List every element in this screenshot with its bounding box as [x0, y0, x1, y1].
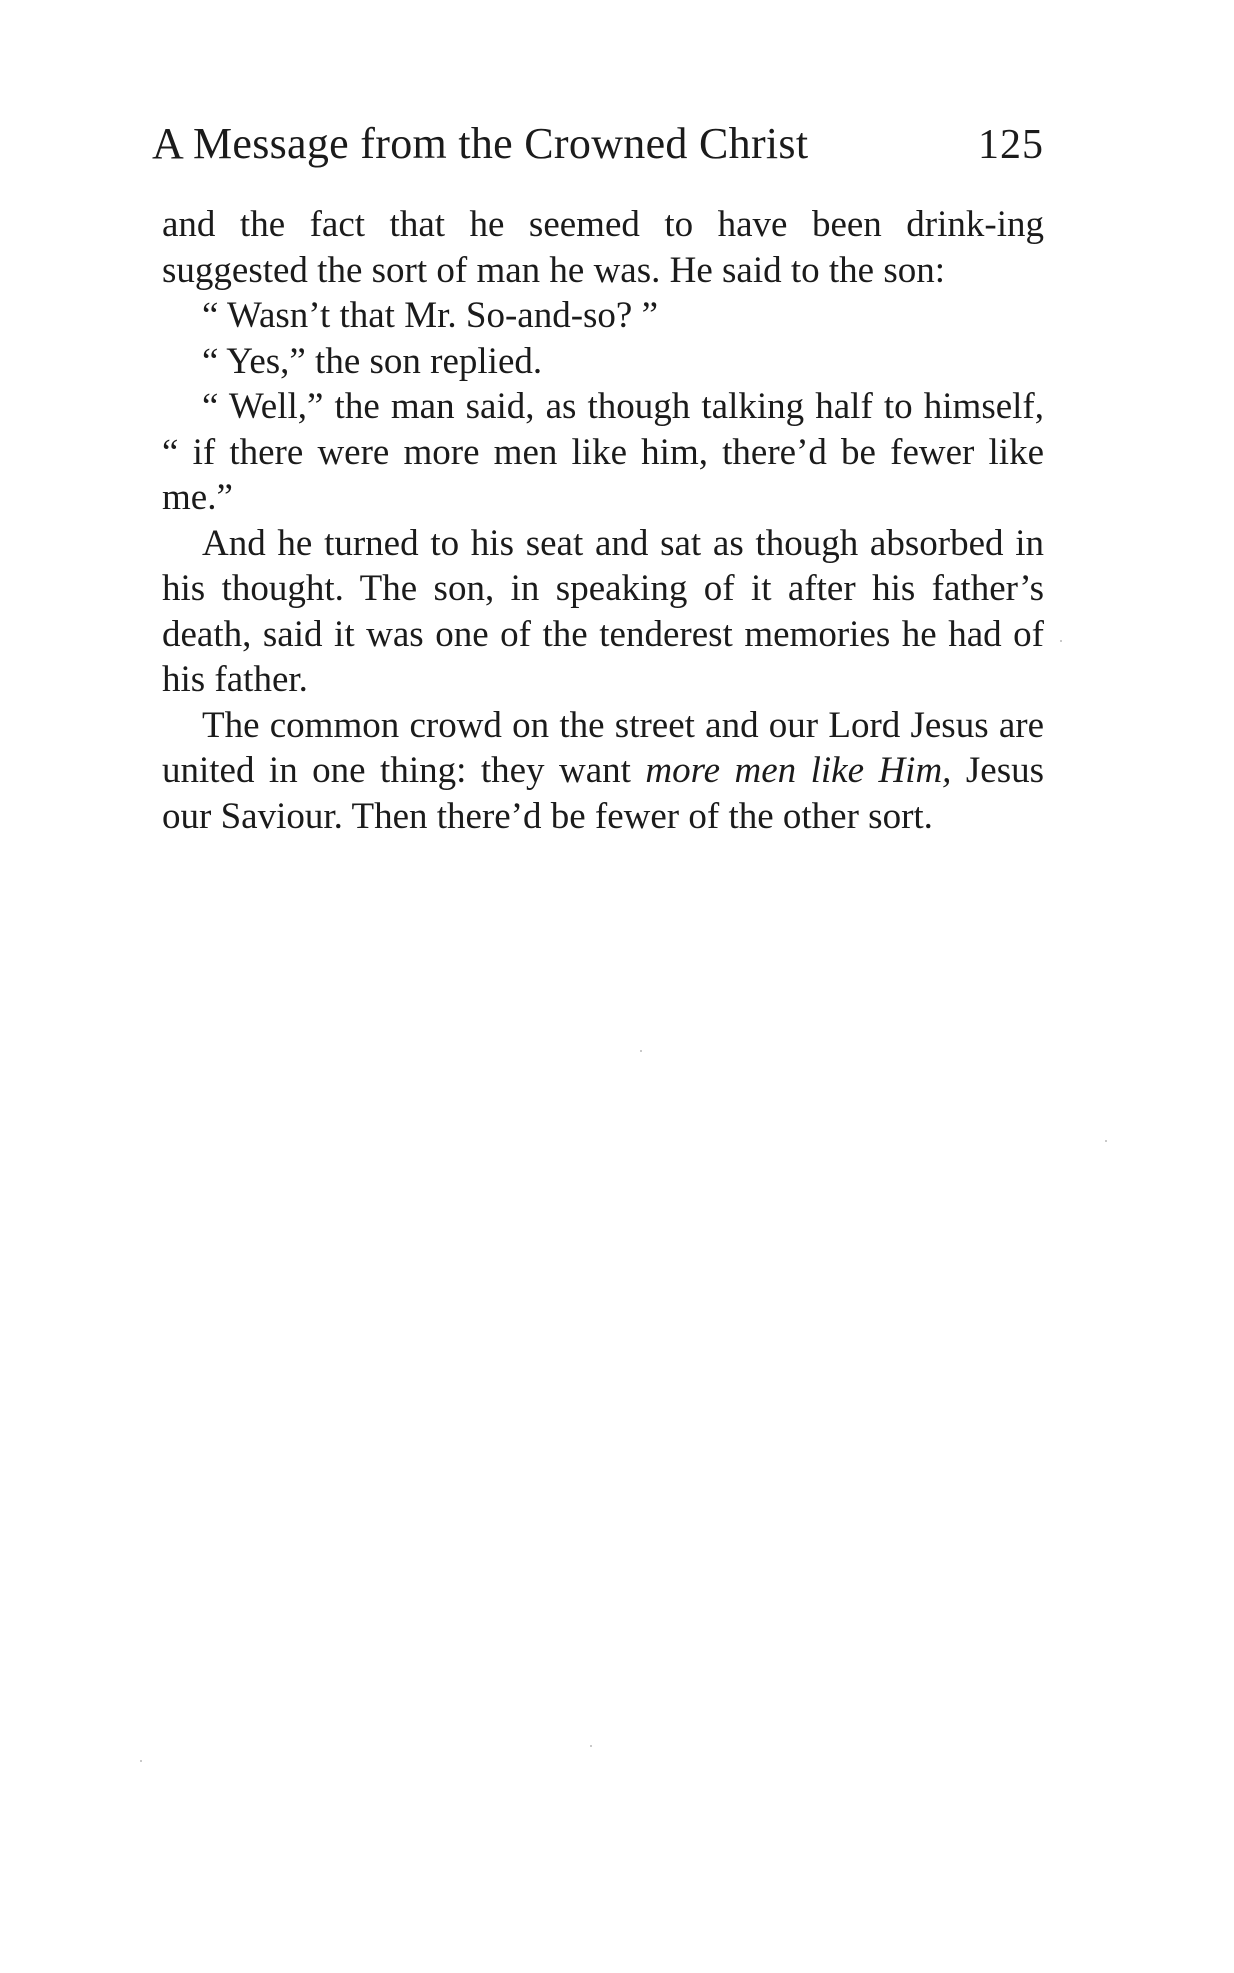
italic-phrase: more men like Him,	[645, 750, 952, 791]
paper-speck	[140, 1760, 142, 1762]
paper-speck	[590, 1745, 592, 1747]
closing-text-before: The common crowd on the street and our Lord Jesus are united in one thing: they want	[162, 704, 1044, 791]
paper-speck	[1105, 1140, 1107, 1142]
dialogue-line: “ Yes,” the son replied.	[202, 340, 543, 382]
body-text	[162, 202, 1044, 839]
paragraph: And he turned to his seat and sat as though absorbed in his thought. The son, in speaking of it after his father’s death, said it was one of the tenderest memories he had of his father.	[162, 522, 1044, 700]
closing-paragraph	[162, 703, 1044, 840]
paper-speck	[1060, 640, 1062, 642]
paragraph-continuation: and the fact that he seemed to have been drink-ing suggested the sort of man he was. He said to the son:	[162, 204, 1044, 291]
closing-text-after: Jesus our Saviour. Then there’d be fewer of the other sort.	[162, 750, 1044, 837]
paper-speck	[640, 1050, 642, 1052]
chapter-title: A Message from the Crowned Christ	[152, 119, 809, 168]
dialogue-paragraph: “ Well,” the man said, as though talking half to himself, “ if there were more men like him, there’d be fewer like me.”	[162, 386, 1044, 518]
running-head	[152, 118, 1044, 178]
dialogue-line: “ Wasn’t that Mr. So-and-so? ”	[202, 295, 659, 336]
page-number: 125	[978, 122, 1044, 168]
